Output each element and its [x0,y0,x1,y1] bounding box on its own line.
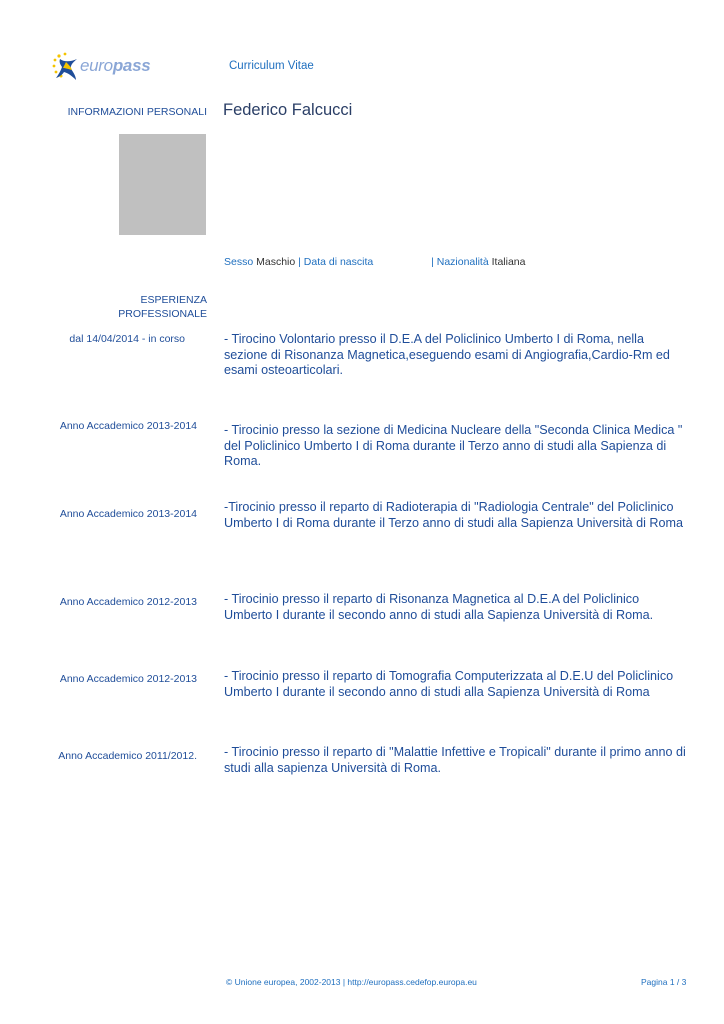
footer-page-number: Pagina 1 / 3 [641,977,687,987]
entry-text: - Tirocinio presso il reparto di Tomografia Computerizzata al D.E.U del Policlinico Umberto I durante il secondo anno di studi alla Sapienza Università di Roma [224,669,674,699]
personal-info-line [224,256,525,268]
section-label-experience-line1: ESPERIENZA [140,294,207,306]
person-name: Federico Falcucci [223,101,353,119]
birth-label: | Data di nascita [298,256,374,268]
section-label-experience-line2: PROFESSIONALE [118,308,207,320]
entry-date: Anno Accademico 2013-2014 [59,508,197,520]
nationality-value: Italiana [491,256,526,268]
entry-text: - Tirocinio presso la sezione di Medicina Nucleare della "Seconda Clinica Medica " del Policlinico Umberto I di Roma durante il Terzo anno di studi alla Sapienza di Roma. [224,423,683,469]
logo-text-bold: pass [112,56,151,75]
footer-copyright: © Unione europea, 2002-2013 | http://europass.cedefop.europa.eu [226,977,477,987]
section-label-experience [47,293,207,321]
nationality-label: | Nazionalità [431,256,489,268]
entry-text: - Tirocinio presso il reparto di "Malattie Infettive e Tropicali" durante il primo anno di studi alla sapienza Università di Roma. [224,745,686,775]
photo-placeholder [119,134,206,235]
document-title: Curriculum Vitae [229,60,314,72]
entry-text: - Tirocinio presso il reparto di Risonanza Magnetica al D.E.A del Policlinico Umberto I durante il secondo anno di studi alla Sapienza Università di Roma. [224,592,654,622]
entry-date: dal 14/04/2014 - in corso [69,333,185,345]
section-label-personal: INFORMAZIONI PERSONALI [67,106,207,118]
sex-value: Maschio [256,256,296,268]
entry-date: Anno Accademico 2012-2013 [59,596,197,608]
entry-date: Anno Accademico 2013-2014 [59,420,197,432]
entry-text: - Tirocino Volontario presso il D.E.A del Policlinico Umberto I di Roma, nella sezione di Risonanza Magnetica,eseguendo esami di Angiografia,Cardio-Rm ed esami osteoarticolari. [224,332,670,378]
sex-label: Sesso [224,256,254,268]
entry-date: Anno Accademico 2011/2012. [58,750,197,762]
europass-logo [50,50,160,86]
entry-text: -Tirocinio presso il reparto di Radioterapia di "Radiologia Centrale" del Policlinico Umberto I di Roma durante il Terzo anno di studi alla Sapienza Università di Roma [224,500,683,530]
logo-text-light: euro [80,56,113,75]
entry-date: Anno Accademico 2012-2013 [59,673,197,685]
europass-star-icon [50,50,84,84]
